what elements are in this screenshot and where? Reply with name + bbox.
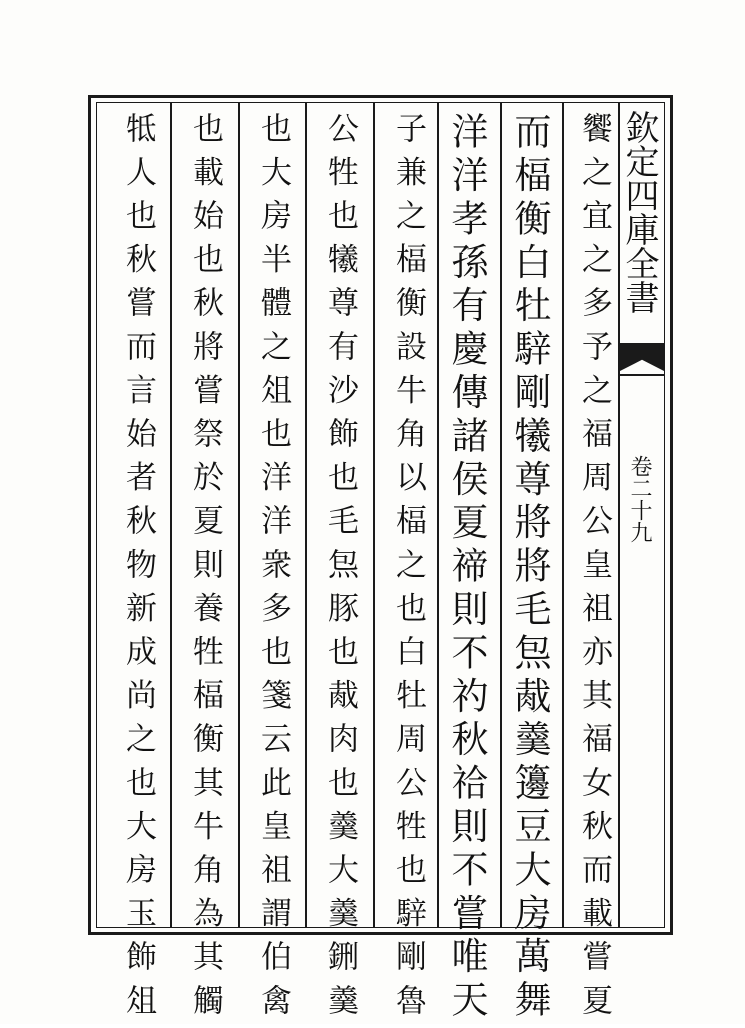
text-column-4: 子兼之楅衡設牛角以楅之也白牡周公牲也騂剛魯 <box>390 112 426 1028</box>
text-column-6: 也大房半體之俎也洋洋衆多也箋云此皇祖謂伯禽 <box>255 112 291 1028</box>
column-rule <box>170 103 172 927</box>
column-rule <box>305 103 307 927</box>
text-column-7: 也載始也秋將嘗祭於夏則養牲楅衡其牛角為其觸 <box>187 112 223 1028</box>
text-column-3: 洋洋孝孫有慶傳諸侯夏禘則不礿秋祫則不嘗唯天 <box>445 112 488 1024</box>
text-column-2: 而楅衡白牡騂剛犧尊將將毛炰胾羹籩豆大房萬舞 <box>508 112 551 1024</box>
juan-number: 卷二十九 <box>627 455 652 543</box>
library-title: 欽定四庫全書 <box>619 110 659 314</box>
column-rule <box>238 103 240 927</box>
text-column-5: 公牲也犧尊有沙飾也毛炰豚也胾肉也羹大羹鉶羹 <box>322 112 358 1028</box>
column-rule <box>562 103 564 927</box>
fishtail-rule <box>620 374 664 376</box>
column-rule <box>373 103 375 927</box>
text-column-1: 饗之宜之多予之福周公皇祖亦其福女秋而載嘗夏 <box>576 112 612 1028</box>
text-column-8: 牴人也秋嘗而言始者秋物新成尚之也大房玉飾俎 <box>120 112 156 1028</box>
